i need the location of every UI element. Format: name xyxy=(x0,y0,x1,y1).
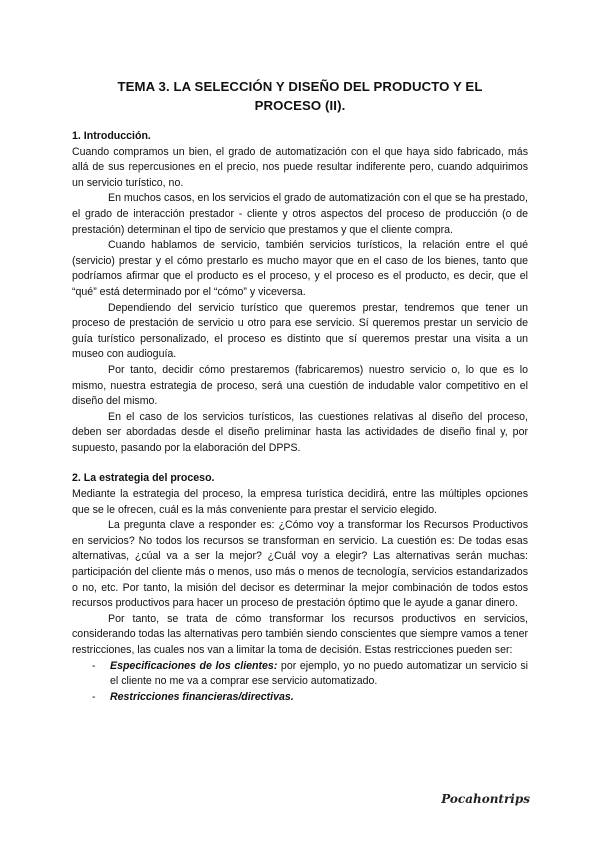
author-signature: Pocahontrips xyxy=(441,792,530,806)
list-item-text: por ejemplo, yo no puedo automatizar un servicio si el cliente no me va a comprar ese servicio automatizado. xyxy=(110,659,529,688)
list-item xyxy=(92,690,528,706)
paragraph: La pregunta clave a responder es: ¿Cómo voy a transformar los Recursos Productivos en servicios? No todos los recursos se transforman en servicio. La cuestión es: De todas esas alternativas, ¿cúal va a ser la mejor? ¿Cuál voy a elegir? Las alternativas serán muchas: participación del cliente más o menos, uso más o menos de tecnología, servicios estandarizados o no, etc. Por tanto, la misión del decisor es determinar la mejor combinación de todos estos recursos productivos para hacer un proceso de prestación óptimo que le ayude a ganar dinero. xyxy=(72,519,528,610)
list-dash: - xyxy=(92,690,96,703)
list-item xyxy=(92,659,528,690)
document-body xyxy=(72,129,528,705)
paragraph: En muchos casos, en los servicios el grado de automatización con el que se ha prestado, el grado de interacción prestador - cliente y otros aspectos del proceso de producción (o de prestación) determinan el tipo de servicio que prestamos y que el cliente compra. xyxy=(72,192,528,236)
document-title xyxy=(60,77,540,115)
list-item-label: Especificaciones de los clientes: xyxy=(110,659,278,672)
restrictions-list xyxy=(72,659,528,706)
title-line-1: TEMA 3. LA SELECCIÓN Y DISEÑO DEL PRODUCTO Y EL xyxy=(117,79,483,94)
section-heading-2: 2. La estrategia del proceso. xyxy=(72,472,215,485)
section-estrategia xyxy=(72,471,528,705)
section-introduccion xyxy=(72,129,528,456)
list-dash: - xyxy=(92,659,96,672)
paragraph: Mediante la estrategia del proceso, la empresa turística decidirá, entre las múltiples opciones que se le ofrecen, cuál es la más conveniente para prestar el servicio elegido. xyxy=(72,488,528,516)
list-item-label: Restricciones financieras/directivas. xyxy=(110,690,294,703)
paragraph: Por tanto, decidir cómo prestaremos (fabricaremos) nuestro servicio o, lo que es lo mismo, nuestra estrategia de proceso, será una cuestión de indudable valor competitivo en el diseño del mismo. xyxy=(72,363,528,408)
paragraph: Cuando compramos un bien, el grado de automatización con el que haya sido fabricado, más allá de sus repercusiones en el precio, nos puede resultar indiferente pero, cuando adquirimos un servicio turístico, no. xyxy=(72,145,528,189)
section-heading-1: 1. Introducción. xyxy=(72,130,151,142)
paragraph: Por tanto, se trata de cómo transformar los recursos productivos en servicios, considerando todas las alternativas pero también siendo conscientes que siempre vamos a tener restricciones, las cuales nos van a limitar la toma de decisión. Estas restricciones pueden ser: xyxy=(72,612,528,656)
section-spacer xyxy=(72,456,528,471)
paragraph: Dependiendo del servicio turístico que queremos prestar, tendremos que tener un proceso de prestación de servicio u otro para ese servicio. Sí queremos prestar un servicio de guía turístico personalizado, el proceso es distinto que sí queremos prestar una visita a un museo con audioguía. xyxy=(72,301,528,361)
title-line-2: PROCESO (II). xyxy=(254,98,346,113)
paragraph: En el caso de los servicios turísticos, las cuestiones relativas al diseño del proceso, deben ser abordadas desde el diseño preliminar hasta las actividades de diseño final y, por supuesto, pasando por la elaboración del DPPS. xyxy=(72,410,528,454)
paragraph: Cuando hablamos de servicio, también servicios turísticos, la relación entre el qué (servicio) prestar y el cómo prestarlo es mucho mayor que en el caso de los bienes, tanto que podríamos afirmar que el producto es el proceso, y el proceso es el producto, es decir, que el “qué” está determinado por el “cómo” y viceversa. xyxy=(72,239,528,298)
